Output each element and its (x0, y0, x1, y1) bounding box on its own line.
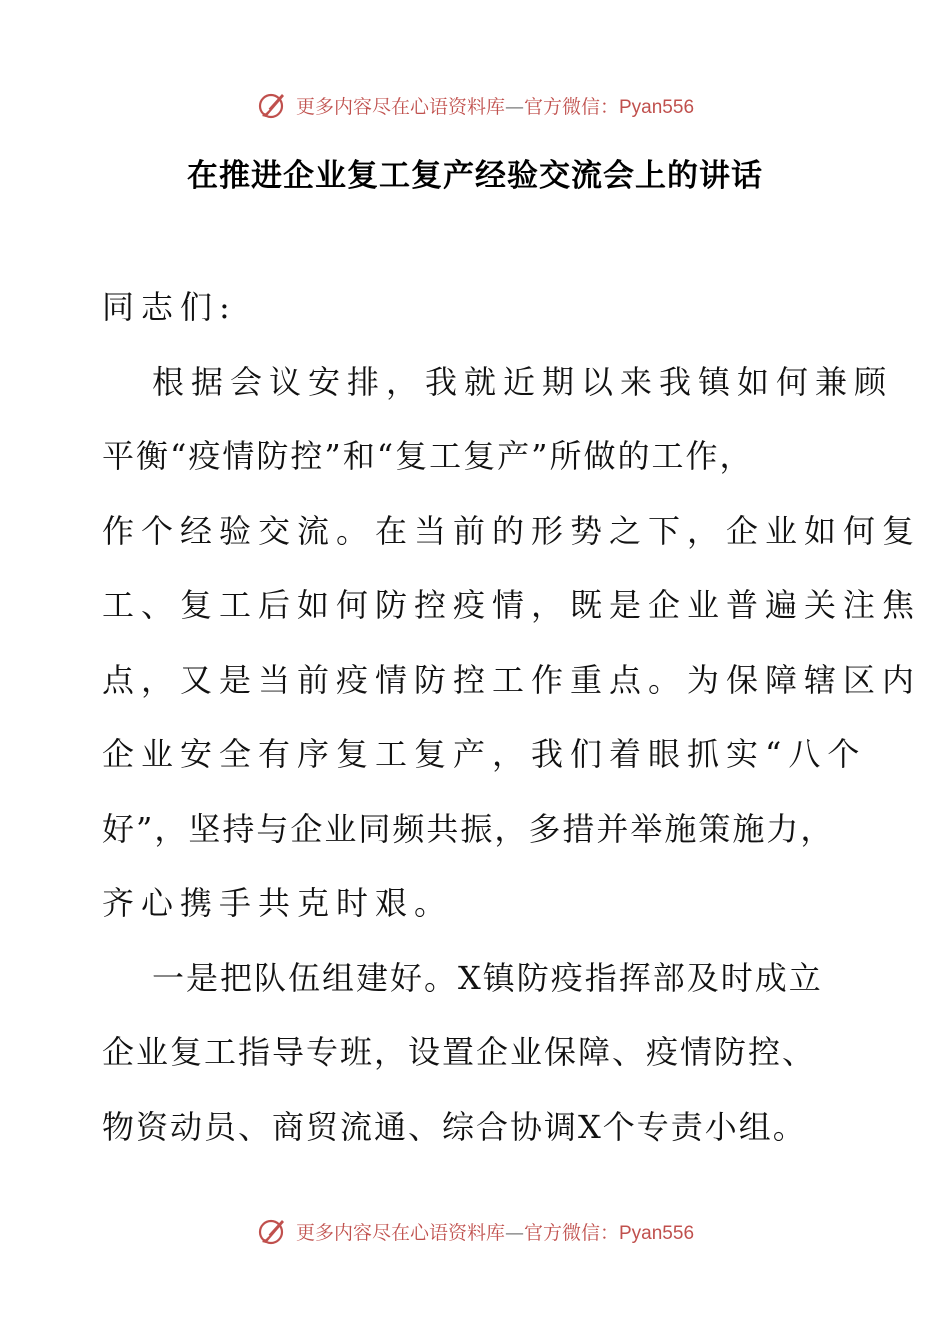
body-line: 物资动员、商贸流通、综合协调X个专责小组。 (102, 1107, 807, 1146)
body-line: 企业安全有序复工复产，我们着眼抓实“八个 (102, 735, 867, 773)
watermark-text (296, 92, 694, 119)
body-line: 点，又是当前疫情防控工作重点。为保障辖区内 (102, 660, 922, 699)
footer-watermark (0, 1211, 950, 1251)
quill-logo-icon (256, 1215, 288, 1247)
salutation-line: 同志们: (102, 288, 237, 326)
body-line: 根据会议安排，我就近期以来我镇如何兼顾 (152, 362, 894, 401)
watermark-main: 更多内容尽在心语资料库 (295, 95, 505, 118)
body-line: 工、复工后如何防控疫情，既是企业普遍关注焦 (102, 586, 922, 624)
watermark-dash: — (504, 95, 524, 118)
watermark-suffix: 官方微信： (523, 95, 619, 118)
watermark-text (296, 1218, 694, 1245)
body-line: 齐心携手共克时艰。 (102, 884, 454, 922)
watermark-id: Pyan556 (619, 1222, 695, 1244)
body-line: 平衡“疫情防控”和“复工复产”所做的工作， (102, 437, 754, 475)
watermark-main: 更多内容尽在心语资料库 (295, 1221, 505, 1244)
body-line: 好”，坚持与企业同频共振，多措并举施策施力， (102, 809, 835, 848)
quill-logo-icon (256, 89, 288, 121)
watermark-suffix: 官方微信： (523, 1221, 619, 1244)
body-line: 企业复工指导专班，设置企业保障、疫情防控、 (102, 1033, 817, 1071)
page-title: 在推进企业复工复产经验交流会上的讲话 (187, 158, 763, 194)
body-line: 作个经验交流。在当前的形势之下，企业如何复 (102, 511, 922, 550)
document-body (102, 270, 922, 1164)
watermark-dash: — (504, 1221, 524, 1244)
header-watermark (0, 85, 950, 125)
watermark-id: Pyan556 (619, 96, 695, 118)
body-line: 一是把队伍组建好。X镇防疫指挥部及时成立 (152, 958, 823, 997)
